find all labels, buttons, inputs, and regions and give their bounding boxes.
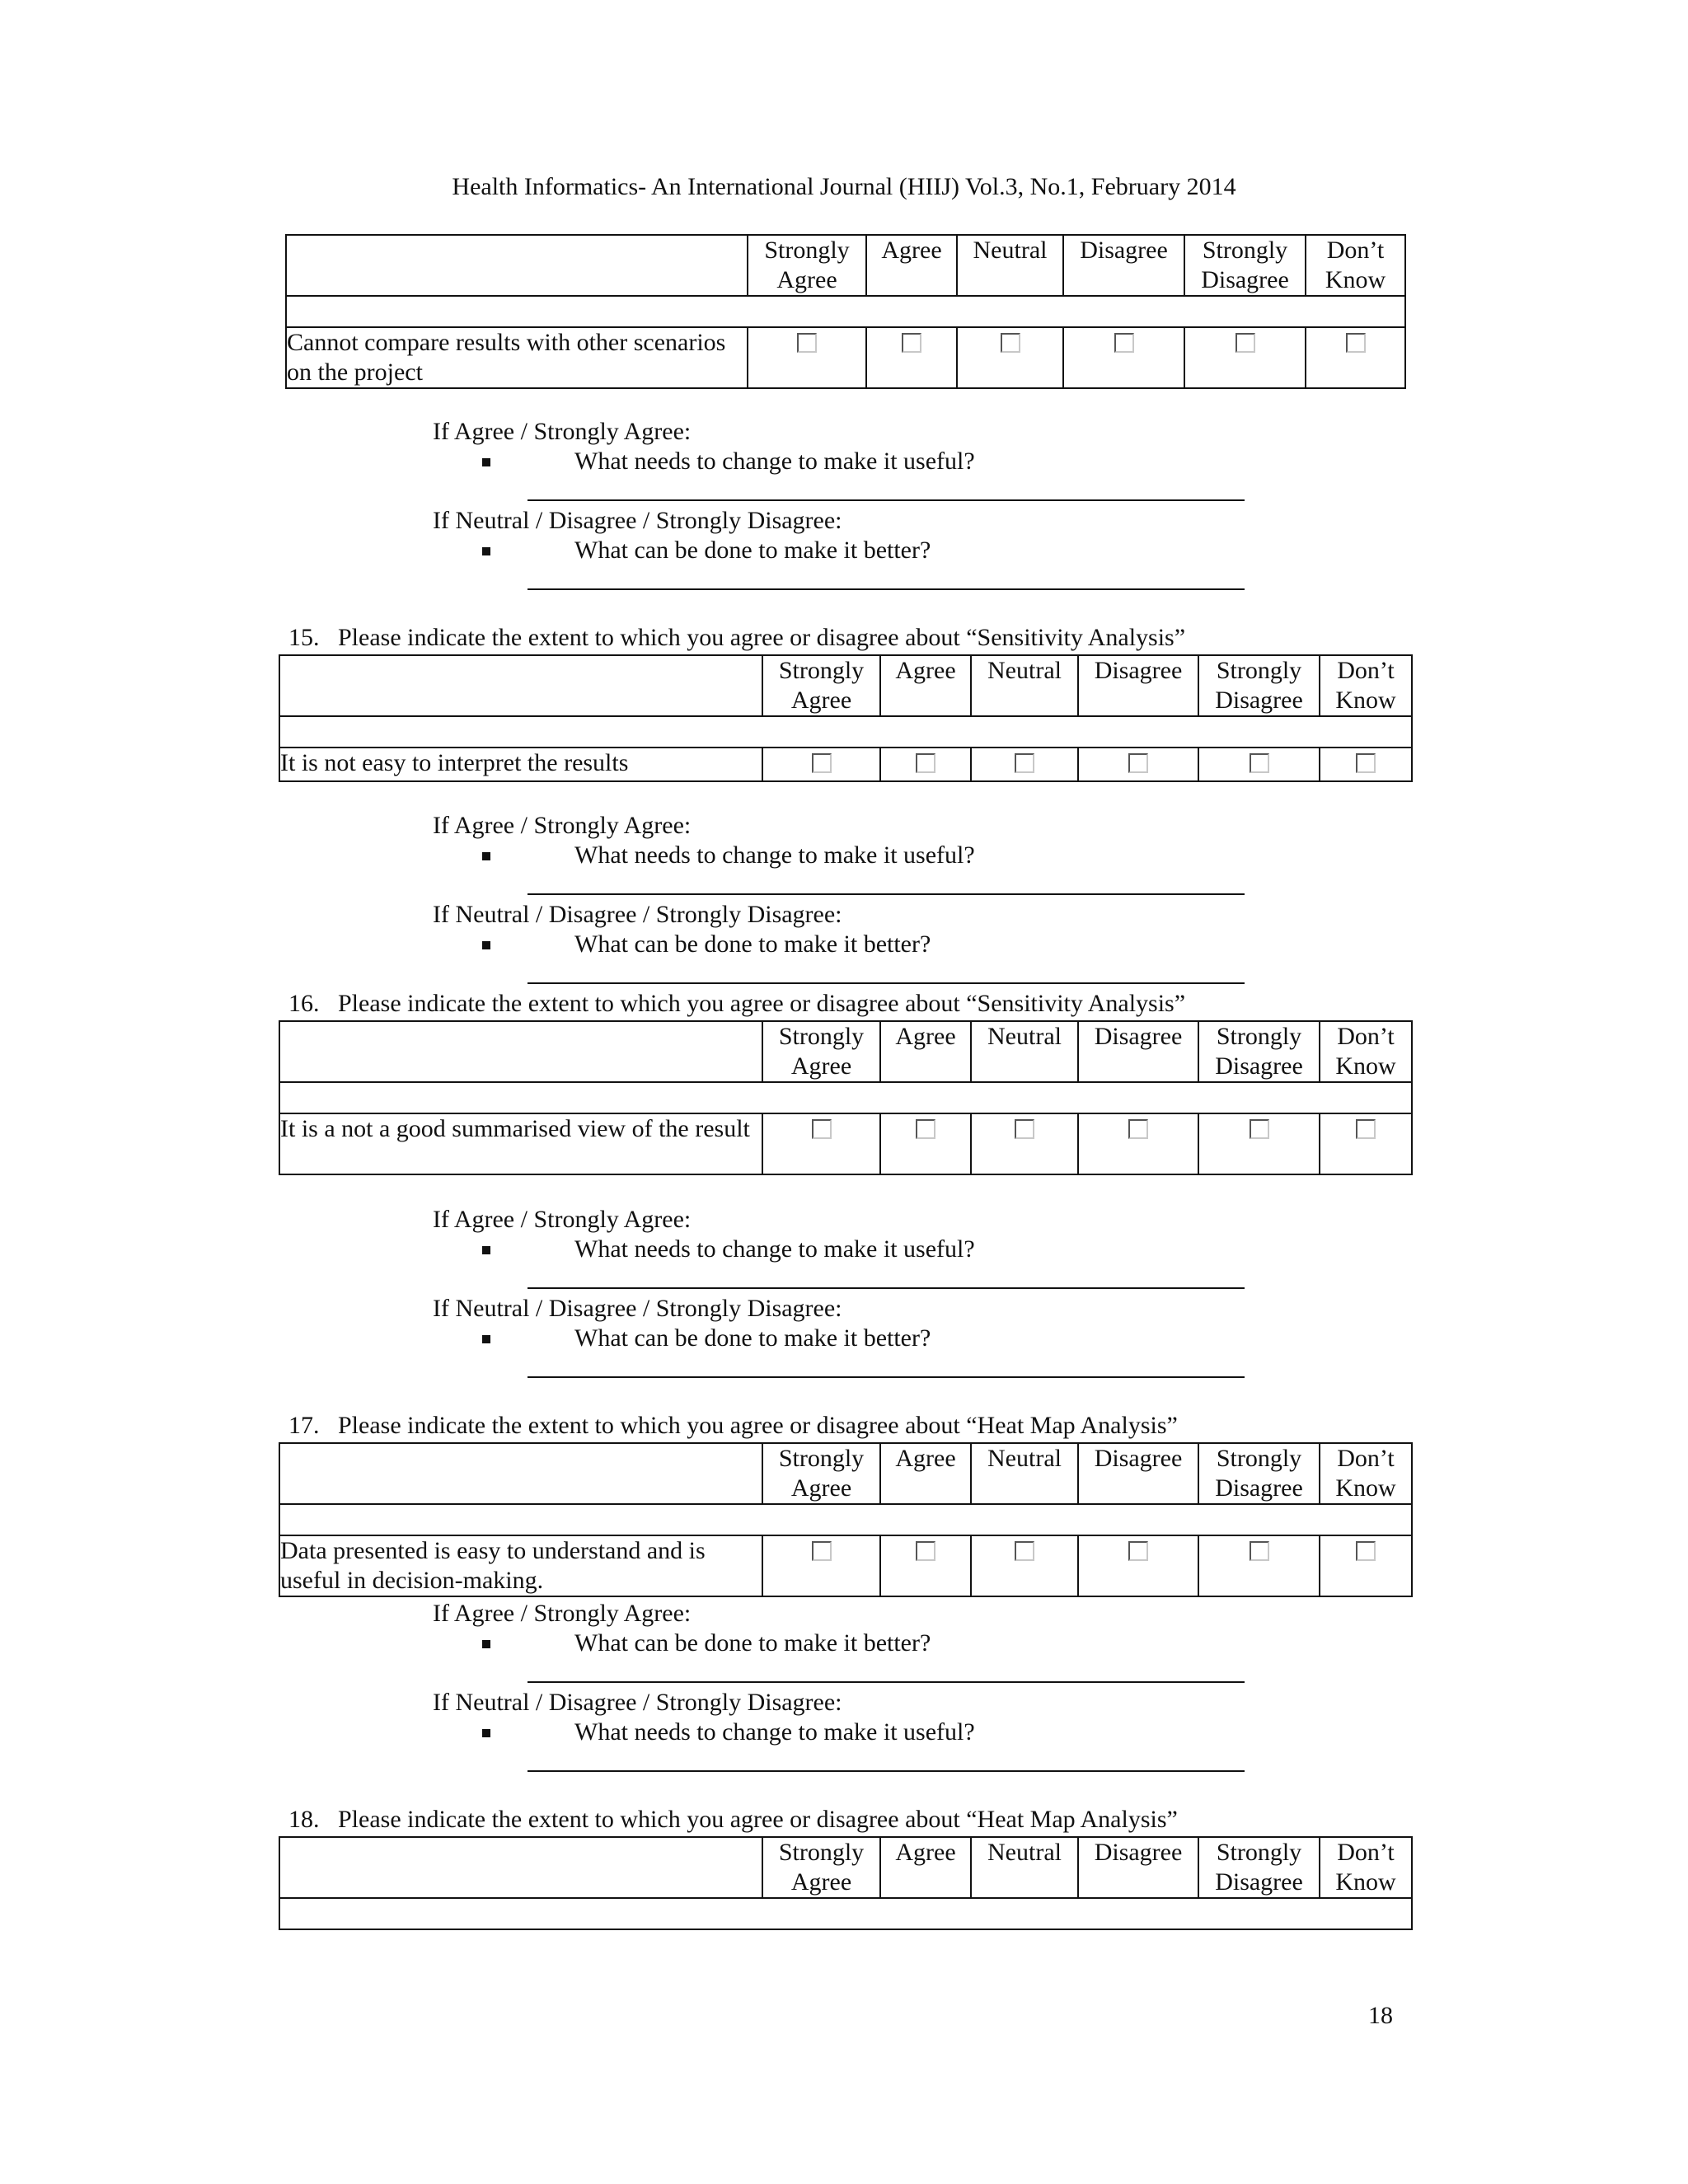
rating-table-17 <box>279 1442 1413 1597</box>
answer-line[interactable] <box>528 1681 1245 1683</box>
page-header: Health Informatics- An International Journal (HIIJ) Vol.3, No.1, February 2014 <box>452 173 1236 200</box>
followup-16 <box>433 1205 1422 1264</box>
spacer-row <box>279 716 1412 748</box>
followup-prompt: What needs to change to make it useful? <box>574 841 975 869</box>
col-neutral: Neutral <box>971 1837 1078 1898</box>
checkbox-neutral[interactable] <box>1001 333 1020 353</box>
page-number: 18 <box>1368 2002 1393 2029</box>
followup-prompt: What needs to change to make it useful? <box>574 1718 975 1746</box>
checkbox-strongly-agree[interactable] <box>812 753 832 773</box>
question-15: 15. Please indicate the extent to which you agree or disagree about “Sensitivity Analysis” <box>288 624 1186 651</box>
spacer-row <box>279 1504 1412 1535</box>
followup-15 <box>433 811 1422 870</box>
followup-prompt: What can be done to make it better? <box>574 1324 931 1352</box>
answer-line[interactable] <box>528 1376 1245 1378</box>
col-strongly-disagree: Strongly Disagree <box>1198 1021 1320 1082</box>
answer-line[interactable] <box>528 982 1245 984</box>
col-neutral: Neutral <box>957 235 1063 296</box>
spacer-row <box>279 1082 1412 1113</box>
bullet-icon <box>482 547 490 555</box>
bullet-icon <box>482 1729 490 1737</box>
col-strongly-disagree: Strongly Disagree <box>1184 235 1306 296</box>
checkbox-neutral[interactable] <box>1015 1119 1034 1139</box>
followup-prompt: What can be done to make it better? <box>574 930 931 958</box>
followup-condition: If Agree / Strongly Agree: <box>433 418 692 445</box>
table-row <box>279 748 1412 781</box>
col-disagree: Disagree <box>1078 1837 1198 1898</box>
col-strongly-agree: Strongly Agree <box>762 1443 880 1504</box>
followup-14b <box>433 506 1422 565</box>
col-strongly-disagree: Strongly Disagree <box>1198 1443 1320 1504</box>
checkbox-dont-know[interactable] <box>1356 1119 1376 1139</box>
col-agree: Agree <box>866 235 957 296</box>
rating-table-15 <box>279 654 1413 782</box>
checkbox-strongly-disagree[interactable] <box>1250 753 1269 773</box>
col-agree: Agree <box>880 1837 971 1898</box>
checkbox-agree[interactable] <box>916 1119 935 1139</box>
col-neutral: Neutral <box>971 1443 1078 1504</box>
followup-condition: If Neutral / Disagree / Strongly Disagree: <box>433 901 842 928</box>
answer-line[interactable] <box>528 1287 1245 1289</box>
rating-table-16 <box>279 1020 1413 1175</box>
col-strongly-agree: Strongly Agree <box>762 1837 880 1898</box>
bullet-icon <box>482 941 490 949</box>
checkbox-agree[interactable] <box>902 333 921 353</box>
col-strongly-agree: Strongly Agree <box>748 235 866 296</box>
col-agree: Agree <box>880 1443 971 1504</box>
col-neutral: Neutral <box>971 655 1078 716</box>
checkbox-strongly-agree[interactable] <box>812 1541 832 1561</box>
checkbox-strongly-disagree[interactable] <box>1250 1541 1269 1561</box>
bullet-icon <box>482 458 490 466</box>
col-dont-know: Don’t Know <box>1320 1021 1412 1082</box>
col-strongly-agree: Strongly Agree <box>762 655 880 716</box>
col-disagree: Disagree <box>1078 1443 1198 1504</box>
col-disagree: Disagree <box>1063 235 1184 296</box>
followup-condition: If Neutral / Disagree / Strongly Disagree: <box>433 1689 842 1716</box>
checkbox-disagree[interactable] <box>1128 753 1148 773</box>
bullet-icon <box>482 1246 490 1254</box>
table-header-row <box>286 235 1405 296</box>
spacer-row <box>279 1898 1412 1929</box>
table-row <box>286 327 1405 388</box>
blank-header-cell <box>286 235 748 296</box>
spacer-row <box>286 296 1405 327</box>
checkbox-strongly-agree[interactable] <box>812 1119 832 1139</box>
followup-16b <box>433 1294 1422 1353</box>
table-header-row <box>279 1443 1412 1504</box>
statement-text: Cannot compare results with other scenarios on the project <box>286 327 748 388</box>
checkbox-neutral[interactable] <box>1015 1541 1034 1561</box>
followup-prompt: What needs to change to make it useful? <box>574 1235 975 1263</box>
checkbox-neutral[interactable] <box>1015 753 1034 773</box>
followup-condition: If Neutral / Disagree / Strongly Disagree: <box>433 507 842 534</box>
followup-condition: If Neutral / Disagree / Strongly Disagree: <box>433 1295 842 1322</box>
answer-line[interactable] <box>528 1770 1245 1772</box>
question-16: 16. Please indicate the extent to which you agree or disagree about “Sensitivity Analysis” <box>288 990 1186 1017</box>
bullet-icon <box>482 1335 490 1343</box>
checkbox-dont-know[interactable] <box>1346 333 1366 353</box>
col-dont-know: Don’t Know <box>1320 1837 1412 1898</box>
checkbox-strongly-agree[interactable] <box>797 333 817 353</box>
followup-14 <box>433 417 1422 476</box>
rating-table-18 <box>279 1836 1413 1930</box>
checkbox-agree[interactable] <box>916 1541 935 1561</box>
answer-line[interactable] <box>528 893 1245 895</box>
rating-table-14 <box>285 234 1406 389</box>
col-agree: Agree <box>880 655 971 716</box>
col-agree: Agree <box>880 1021 971 1082</box>
answer-line[interactable] <box>528 588 1245 590</box>
table-row <box>279 1535 1412 1596</box>
checkbox-agree[interactable] <box>916 753 935 773</box>
followup-prompt: What can be done to make it better? <box>574 1629 931 1657</box>
col-strongly-disagree: Strongly Disagree <box>1198 655 1320 716</box>
followup-prompt: What needs to change to make it useful? <box>574 448 975 475</box>
followup-17b <box>433 1688 1422 1747</box>
followup-condition: If Agree / Strongly Agree: <box>433 1206 692 1233</box>
col-dont-know: Don’t Know <box>1320 655 1412 716</box>
checkbox-strongly-disagree[interactable] <box>1250 1119 1269 1139</box>
statement-text: It is not easy to interpret the results <box>279 748 762 781</box>
question-18: 18. Please indicate the extent to which you agree or disagree about “Heat Map Analysis” <box>288 1806 1178 1833</box>
followup-15b <box>433 900 1422 959</box>
answer-line[interactable] <box>528 499 1245 501</box>
bullet-icon <box>482 852 490 860</box>
table-header-row <box>279 655 1412 716</box>
table-header-row <box>279 1021 1412 1082</box>
table-header-row <box>279 1837 1412 1898</box>
checkbox-dont-know[interactable] <box>1356 753 1376 773</box>
bullet-icon <box>482 1640 490 1648</box>
checkbox-disagree[interactable] <box>1128 1541 1148 1561</box>
col-disagree: Disagree <box>1078 1021 1198 1082</box>
statement-text: It is a not a good summarised view of the result <box>279 1113 762 1174</box>
col-dont-know: Don’t Know <box>1306 235 1405 296</box>
checkbox-disagree[interactable] <box>1128 1119 1148 1139</box>
col-dont-know: Don’t Know <box>1320 1443 1412 1504</box>
followup-condition: If Agree / Strongly Agree: <box>433 812 692 839</box>
statement-text: Data presented is easy to understand and is useful in decision-making. <box>279 1535 762 1596</box>
checkbox-strongly-disagree[interactable] <box>1236 333 1255 353</box>
col-disagree: Disagree <box>1078 655 1198 716</box>
checkbox-dont-know[interactable] <box>1356 1541 1376 1561</box>
col-neutral: Neutral <box>971 1021 1078 1082</box>
followup-prompt: What can be done to make it better? <box>574 537 931 564</box>
checkbox-disagree[interactable] <box>1114 333 1134 353</box>
followup-17 <box>433 1599 1422 1658</box>
col-strongly-agree: Strongly Agree <box>762 1021 880 1082</box>
question-17: 17. Please indicate the extent to which you agree or disagree about “Heat Map Analysis” <box>288 1412 1178 1439</box>
table-row <box>279 1113 1412 1174</box>
followup-condition: If Agree / Strongly Agree: <box>433 1600 692 1627</box>
col-strongly-disagree: Strongly Disagree <box>1198 1837 1320 1898</box>
